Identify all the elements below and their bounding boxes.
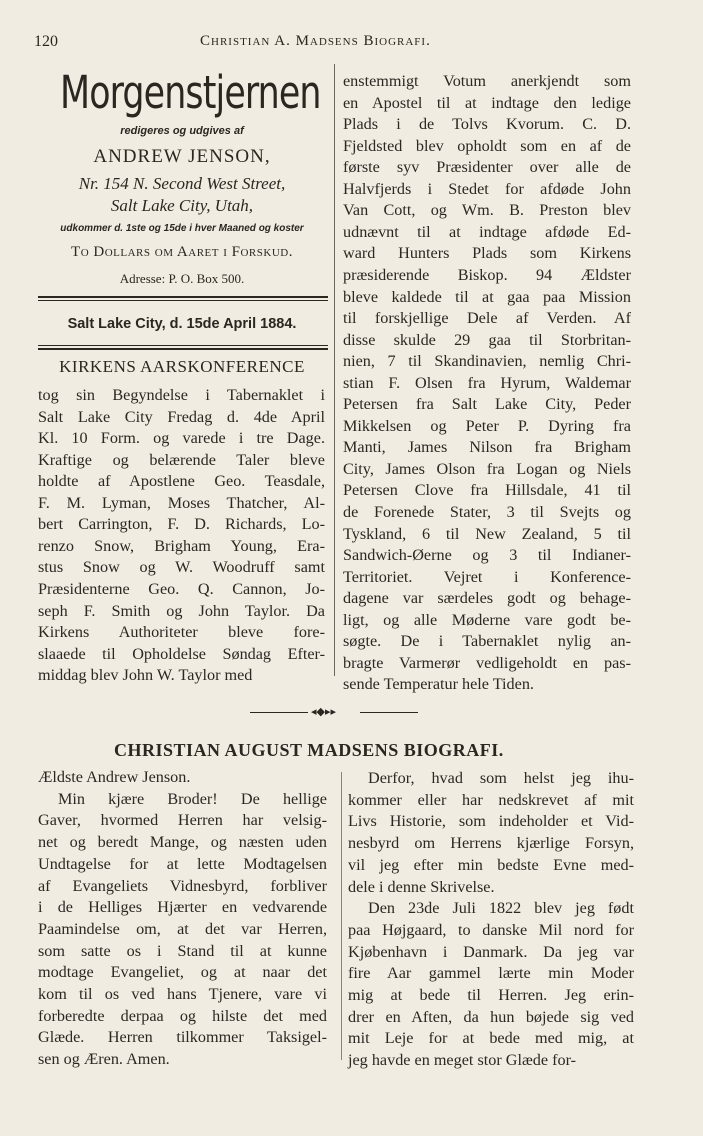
text-line: modtage Evangeliet, og at naar det (38, 963, 327, 982)
text-line: Undtagelse for at lette Modtagelsen (38, 854, 327, 873)
separator-rule-left (250, 712, 308, 713)
column-divider (334, 64, 335, 676)
masthead-address-line2: Salt Lake City, Utah, (110, 196, 254, 215)
text-line: nien, 7 til Skandinavien, nemlig Chri- (343, 352, 631, 371)
text-line: Salt Lake City Fredag d. 4de April (38, 407, 325, 426)
dateline: Salt Lake City, d. 15de April 1884. (67, 316, 297, 332)
text-line: Glæde. Herren tilkommer Taksigel- (38, 1028, 327, 1047)
text-line: Livs Historie, som indeholder et Vid- (348, 812, 634, 831)
text-line: Petersen Clove fra Hillsdale, 41 til (343, 481, 631, 500)
masthead-rule-bottom-thin (38, 345, 328, 346)
text-line: præsiderende Biskop. 94 Ældster (343, 265, 631, 284)
masthead-title: Morgenstjernen (60, 66, 321, 119)
text-line: tog sin Begyndelse i Tabernaklet i (38, 386, 325, 404)
text-line: fire Aar gammel lærte min Moder (348, 964, 634, 983)
text-line: mit Leje for at bede med mig, at (348, 1029, 634, 1048)
text-line: Mikkelsen og Peter P. Dyring fra (343, 416, 631, 435)
text-line: ligt, og alle Møderne vare godt be- (343, 610, 631, 629)
text-line: dele i denne Skrivelse. (348, 877, 495, 896)
text-line: søgte. De i Tabernaklet nylig an- (343, 632, 631, 651)
masthead-editor: ANDREW JENSON, (93, 146, 271, 167)
ornament-icon: ◂◆▸▸ (311, 705, 337, 718)
text-line: F. M. Lyman, Moses Thatcher, Al- (38, 493, 325, 512)
text-line: City, James Olson fra Logan og Niels (343, 459, 631, 478)
text-line: Petersen fra Salt Lake City, Peder (343, 395, 631, 414)
text-line: Kjøbenhavn i Danmark. Da jeg var (348, 942, 634, 961)
text-line: stus Snow og W. Woodruff samt (38, 558, 325, 577)
text-line: Tyskland, 6 til New Zealand, 5 til (343, 524, 631, 543)
biography-heading: CHRISTIAN AUGUST MADSENS BIOGRAFI. (114, 740, 504, 760)
text-line: udnævnt til at indtage afdøde Ed- (343, 222, 631, 241)
text-line: dagene var særdeles godt og behage- (343, 589, 631, 608)
text-line: Sandwich-Øerne og 3 til Indianer- (343, 546, 631, 565)
text-line: de Forenede Stater, 3 til Svejts og (343, 503, 631, 521)
article-heading: KIRKENS AARSKONFERENCE (59, 357, 305, 376)
masthead-rule-top (38, 296, 328, 298)
text-line: nesbyrd om Herrens kjærlige Forsyn, (348, 834, 634, 853)
text-line: seph F. Smith og John Taylor. Da (38, 601, 325, 620)
text-line: ward Hunters Plads som Kirkens (343, 244, 631, 263)
text-line: slaaede til Opholdelse Søndag Efter- (38, 644, 325, 663)
text-line: sen og Æren. Amen. (38, 1050, 170, 1069)
text-line: Præsidenterne Geo. Q. Cannon, Jo- (38, 579, 325, 598)
masthead-postal: Adresse: P. O. Box 500. (119, 271, 245, 286)
text-line: Kirkens Authoriteter bleve fore- (38, 623, 325, 642)
text-line: holdte af Apostlene Geo. Teasdale, (38, 472, 325, 491)
text-line: af Evangeliets Vidnesbyrd, forbliver (38, 876, 327, 895)
masthead-rule-bottom (38, 348, 328, 350)
text-line: første syv Præsidenter over alle de (343, 158, 631, 177)
text-line: bleve kaldede til at gaa paa Mission (343, 287, 631, 306)
text-line: Plads i de Tolvs Kvorum. C. D. (343, 115, 631, 134)
text-line: Fjeldsted blev opholdt som en af de (343, 136, 631, 155)
text-line: forberedte derpaa og hilste det med (38, 1006, 327, 1025)
running-head-title: Christian A. Madsens Biografi. (200, 33, 431, 49)
text-line: kommer eller har nedskrevet af mit (348, 790, 634, 809)
text-line: til forskjellige Dele af Verden. Af (343, 309, 631, 328)
text-line: som satte os i Stand til at kunne (38, 941, 327, 960)
masthead-edited-by: redigeres og udgives af (120, 125, 244, 137)
text-line: Halvfjerds i Stedet for afdøde John (343, 179, 631, 198)
text-line: en Apostel til at indtage den ledige (343, 93, 631, 112)
text-line: net og beredt Mange, og næsten uden (38, 833, 327, 852)
text-line: Kl. 10 Form. og varede i tre Dage. (38, 429, 325, 448)
text-line: enstemmigt Votum anerkjendt som (343, 72, 631, 90)
text-line: Gaver, hvormed Herren har velsig- (38, 811, 327, 830)
masthead-issue-info: udkommer d. 1ste og 15de i hver Maaned og koster (60, 223, 304, 234)
text-line: paa Højgaard, to danske Mil nord for (348, 920, 634, 939)
text-line: middag blev John W. Taylor med (38, 666, 253, 685)
text-line: sende Temperatur hele Tiden. (343, 675, 534, 694)
masthead-rule-top-thin (38, 300, 328, 301)
text-line: jeg havde en meget stor Glæde for- (348, 1051, 577, 1070)
text-line: Manti, James Nilson fra Brigham (343, 438, 631, 457)
text-line: renzo Snow, Brigham Young, Era- (38, 536, 325, 555)
text-line: i de Helliges Hjærter en vedvarende (38, 898, 327, 917)
page-number: 120 (34, 33, 58, 50)
text-line: Derfor, hvad som helst jeg ihu- (368, 769, 634, 787)
masthead-price: To Dollars om Aaret i Forskud. (71, 244, 293, 260)
biography-column-divider (341, 772, 342, 1060)
text-line: Paamindelse om, at det var Herren, (38, 919, 327, 938)
text-line: Den 23de Juli 1822 blev jeg født (368, 899, 634, 918)
masthead-address-line1: Nr. 154 N. Second West Street, (78, 174, 286, 193)
text-line: Kraftige og belærende Taler bleve (38, 450, 325, 469)
separator-rule-right (360, 712, 418, 713)
text-line: mig at bede til Herren. Jeg erin- (348, 986, 634, 1004)
text-line: vil jeg efter min bedste Evne med- (348, 855, 634, 874)
text-line: Min kjære Broder! De hellige (58, 789, 327, 808)
text-line: Territoriet. Vejret i Konference- (343, 567, 631, 586)
text-line: Van Cott, og Wm. B. Preston blev (343, 201, 631, 220)
text-line: kom til os ved hans Tjenere, vare vi (38, 985, 327, 1003)
text-line: disse skulde 29 gaa til Storbritan- (343, 330, 631, 349)
text-line: Ældste Andrew Jenson. (38, 768, 191, 786)
text-line: drer en Aften, da hun bøjede sig ved (348, 1007, 634, 1026)
text-line: stian F. Olsen fra Hyrum, Waldemar (343, 373, 631, 392)
text-line: bragte Varmerør vedligeholdt en pas- (343, 653, 631, 672)
text-line: bert Carrington, F. D. Richards, Lo- (38, 515, 325, 534)
